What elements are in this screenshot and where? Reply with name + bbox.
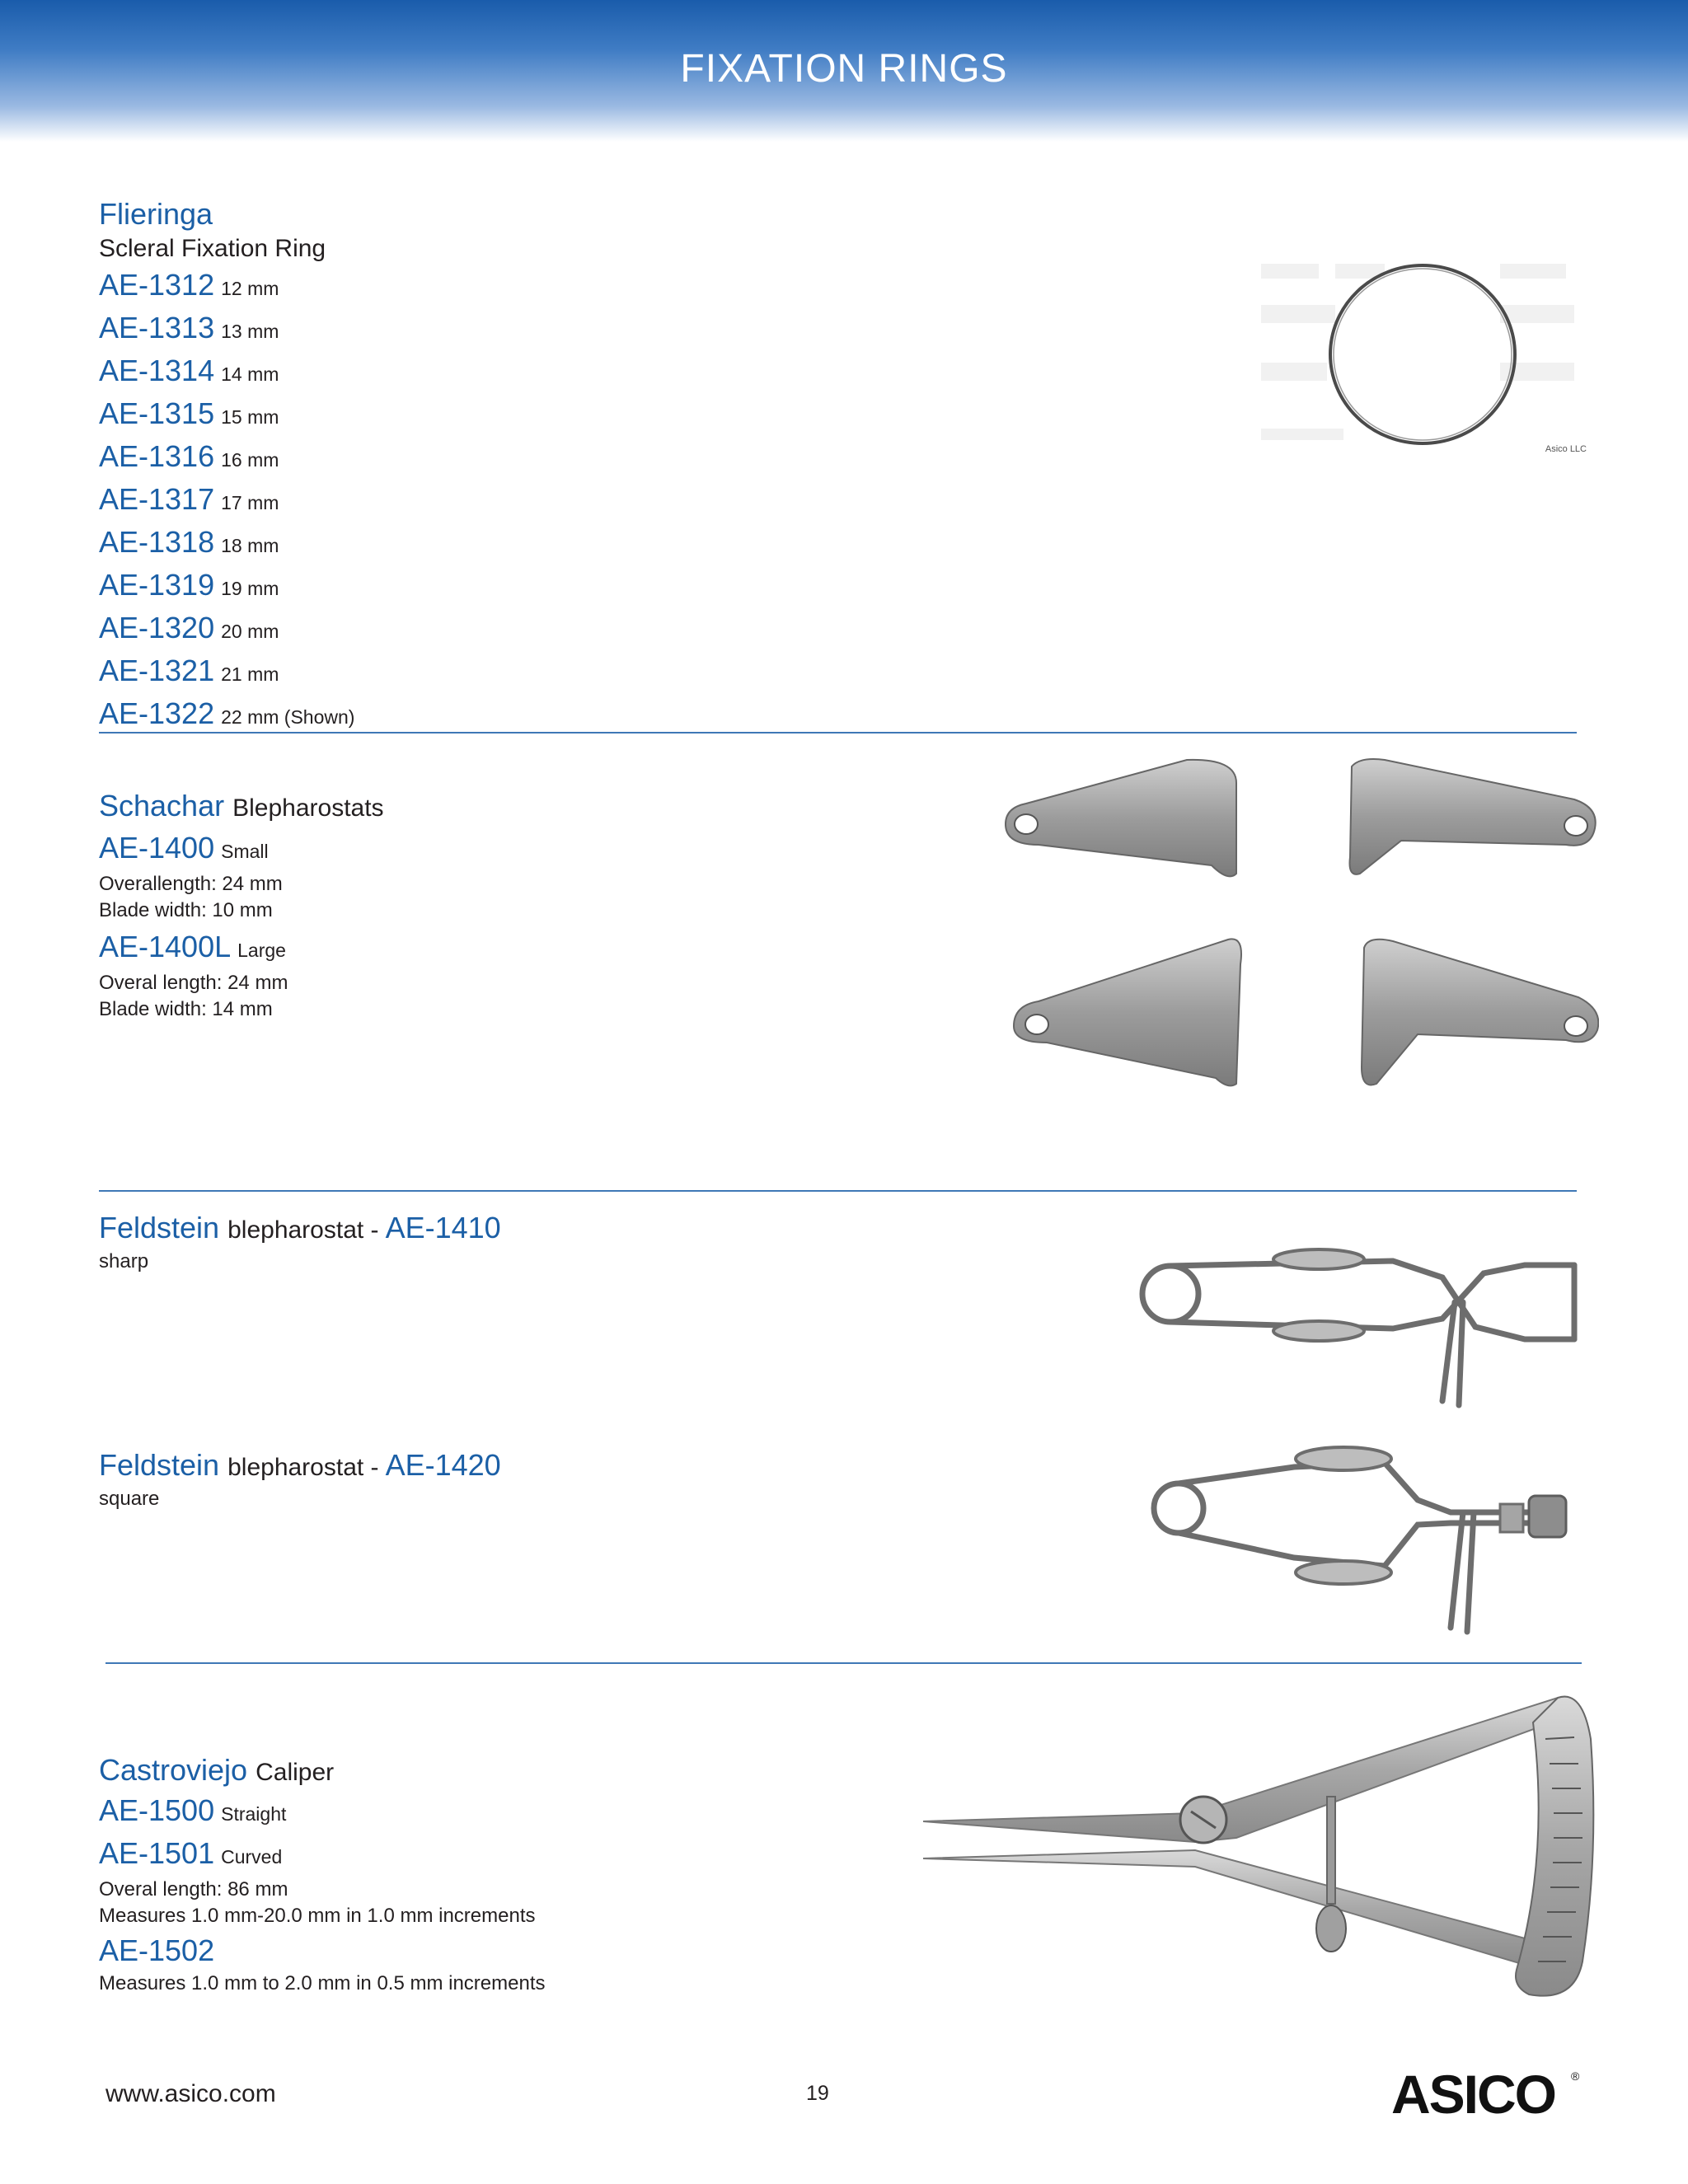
- product-size: 16 mm: [221, 449, 279, 471]
- castroviejo-section: [99, 1752, 546, 1997]
- flieringa-list-item: [99, 694, 354, 737]
- castroviejo-title: Castroviejo: [99, 1753, 248, 1787]
- product-size: 20 mm: [221, 621, 279, 642]
- product-size: 14 mm: [221, 363, 279, 385]
- blepharostat-large-right: [1362, 940, 1598, 1085]
- product-code: AE-1313: [99, 311, 215, 344]
- product-size: 19 mm: [221, 578, 279, 599]
- product-size: 15 mm: [221, 406, 279, 428]
- blepharostat-small-right: [1350, 759, 1596, 874]
- schachar-small-line2: Blade width: 10 mm: [99, 899, 273, 921]
- castroviejo-straight-label: Straight: [221, 1803, 287, 1825]
- schachar-blepharostat-images: [989, 750, 1599, 1096]
- svg-text:®: ®: [1571, 2069, 1580, 2083]
- product-size: 13 mm: [221, 321, 279, 342]
- feldstein-1410-title: Feldstein: [99, 1211, 220, 1244]
- flieringa-subtitle: Scleral Fixation Ring: [99, 235, 326, 262]
- page-title: FIXATION RINGS: [680, 47, 1008, 91]
- castroviejo-curved-code: AE-1501: [99, 1836, 215, 1870]
- feldstein-1410-section: [99, 1210, 501, 1275]
- feldstein-1420-code: AE-1420: [385, 1448, 501, 1482]
- flieringa-list-item: [99, 651, 354, 694]
- product-code: AE-1317: [99, 482, 215, 516]
- asico-logo: [1391, 2067, 1582, 2120]
- flieringa-list-item: [99, 351, 354, 394]
- flieringa-list-item: [99, 565, 354, 608]
- section-divider: [99, 1190, 1577, 1192]
- flieringa-list-item: [99, 523, 354, 565]
- feldstein-1410-note: sharp: [99, 1250, 149, 1272]
- product-code: AE-1318: [99, 525, 215, 559]
- product-size: 21 mm: [221, 663, 279, 685]
- product-code: AE-1314: [99, 354, 215, 387]
- schachar-suffix: Blepharostats: [232, 794, 384, 822]
- castroviejo-curved-label: Curved: [221, 1846, 283, 1868]
- product-code: AE-1316: [99, 439, 215, 473]
- schachar-section: [99, 788, 384, 1023]
- blepharostat-small-left: [1006, 760, 1236, 876]
- product-code: AE-1320: [99, 611, 215, 644]
- castroviejo-line1: Overal length: 86 mm: [99, 1878, 288, 1900]
- product-code: AE-1321: [99, 654, 215, 687]
- flieringa-title: Flieringa: [99, 197, 213, 231]
- product-size: 12 mm: [221, 278, 279, 299]
- castroviejo-alt-line: Measures 1.0 mm to 2.0 mm in 0.5 mm increments: [99, 1972, 546, 1994]
- schachar-title: Schachar: [99, 789, 225, 823]
- section-divider: [106, 1662, 1582, 1664]
- feldstein-1420-section: [99, 1447, 501, 1512]
- caliper-adjust-knob: [1316, 1905, 1346, 1952]
- blepharostat-large-left: [1014, 939, 1241, 1085]
- schachar-large-label: Large: [237, 940, 286, 961]
- product-code: AE-1315: [99, 396, 215, 430]
- schachar-large-code: AE-1400L: [99, 930, 232, 963]
- schachar-small-line1: Overallength: 24 mm: [99, 873, 283, 895]
- flieringa-ring-image: [1253, 247, 1599, 470]
- flieringa-list-item: [99, 437, 354, 480]
- flieringa-list-item: [99, 608, 354, 651]
- product-size: 18 mm: [221, 535, 279, 556]
- flieringa-section: [99, 196, 354, 737]
- product-size: 17 mm: [221, 492, 279, 513]
- flieringa-list-item: [99, 394, 354, 437]
- feldstein-1420-title: Feldstein: [99, 1448, 220, 1482]
- feldstein-1420-note: square: [99, 1488, 160, 1510]
- footer-url[interactable]: www.asico.com: [106, 2080, 276, 2107]
- feldstein-1420-image: [1137, 1434, 1599, 1640]
- feldstein-1410-code: AE-1410: [385, 1211, 501, 1244]
- schachar-small-code: AE-1400: [99, 831, 215, 865]
- flieringa-list-item: [99, 265, 354, 308]
- product-size: 22 mm (Shown): [221, 706, 355, 728]
- flieringa-list-item: [99, 480, 354, 523]
- schachar-large-line1: Overal length: 24 mm: [99, 972, 288, 994]
- flieringa-code-list: [99, 265, 354, 737]
- page-number: 19: [806, 2082, 829, 2105]
- castroviejo-suffix: Caliper: [256, 1759, 335, 1786]
- schachar-small-label: Small: [221, 841, 269, 862]
- svg-text:ASICO: ASICO: [1391, 2067, 1556, 2120]
- castroviejo-line2: Measures 1.0 mm-20.0 mm in 1.0 mm increments: [99, 1905, 536, 1927]
- feldstein-1420-suffix: blepharostat -: [227, 1454, 379, 1481]
- feldstein-1410-image: [1129, 1228, 1591, 1418]
- castroviejo-caliper-image: [923, 1690, 1599, 2019]
- schachar-large-line2: Blade width: 14 mm: [99, 998, 273, 1020]
- ring-shape: [1330, 265, 1515, 443]
- product-code: AE-1319: [99, 568, 215, 602]
- product-code: AE-1312: [99, 268, 215, 302]
- castroviejo-alt-code: AE-1502: [99, 1933, 215, 1967]
- castroviejo-straight-code: AE-1500: [99, 1793, 215, 1827]
- image-caption: Asico LLC: [1545, 444, 1587, 454]
- feldstein-1410-suffix: blepharostat -: [227, 1216, 379, 1244]
- flieringa-list-item: [99, 308, 354, 351]
- section-divider: [99, 732, 1577, 733]
- caliper-scale-arc: [1516, 1697, 1593, 1996]
- product-code: AE-1322: [99, 696, 215, 730]
